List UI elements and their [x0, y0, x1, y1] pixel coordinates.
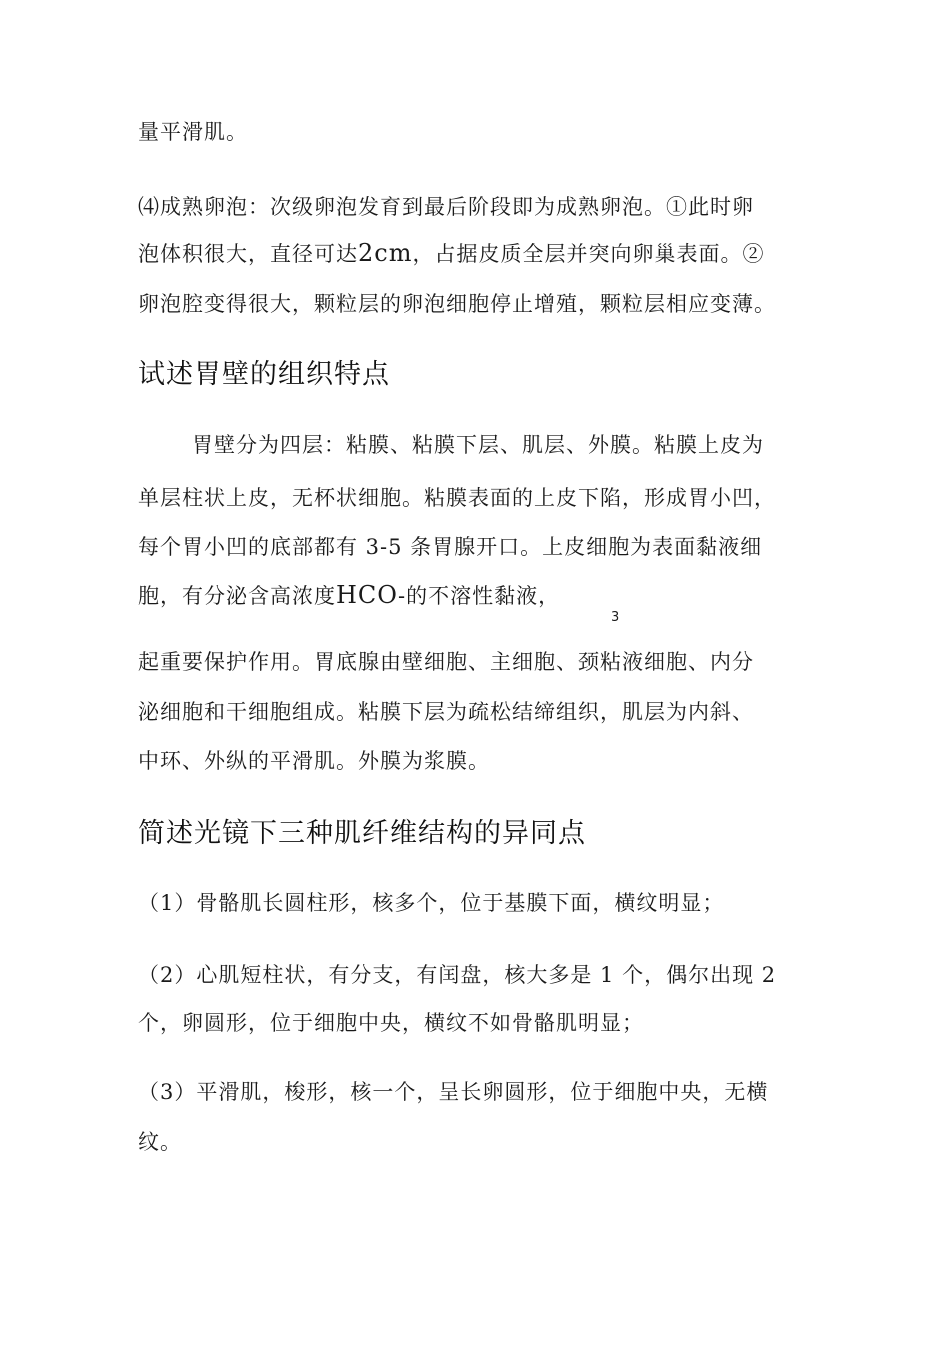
paragraph-line: 每个胃小凹的底部都有 3-5 条胃腺开口。上皮细胞为表面黏液细 [138, 535, 763, 559]
paragraph-line: 单层柱状上皮，无杯状细胞。粘膜表面的上皮下陷，形成胃小凹， [138, 486, 776, 510]
text-span: ，占据皮质全层并突向卵巢表面。② [412, 242, 765, 266]
paragraph-line [138, 580, 560, 611]
paragraph-line: 胃壁分为四层：粘膜、粘膜下层、肌层、外膜。粘膜上皮为 [192, 433, 764, 457]
section-heading: 试述胃壁的组织特点 [138, 359, 390, 390]
paragraph-line [138, 238, 764, 269]
paragraph-line: 卵泡腔变得很大，颗粒层的卵泡细胞停止增殖，颗粒层相应变薄。 [138, 292, 776, 316]
text-span: 胞，有分泌含高浓度 [138, 584, 336, 608]
list-item: （3）平滑肌，梭形，核一个，呈长卵圆形，位于细胞中央，无横 [138, 1080, 769, 1104]
section-heading: 简述光镜下三种肌纤维结构的异同点 [138, 818, 586, 849]
chemical-formula: HCO [336, 581, 398, 609]
paragraph-line: 量平滑肌。 [138, 120, 248, 144]
size-value: 2cm [358, 239, 413, 267]
list-item: （2）心肌短柱状，有分支，有闰盘，核大多是 1 个，偶尔出现 2 [138, 963, 777, 987]
text-span: 泡体积很大，直径可达 [138, 242, 358, 266]
text-span: -的不溶性黏液， [397, 584, 561, 608]
paragraph-line: ⑷成熟卵泡：次级卵泡发育到最后阶段即为成熟卵泡。①此时卵 [138, 195, 754, 219]
formula-subscript: 3 [611, 610, 620, 625]
paragraph-line: 中环、外纵的平滑肌。外膜为浆膜。 [138, 749, 490, 773]
list-item-continuation: 个，卵圆形，位于细胞中央，横纹不如骨骼肌明显； [138, 1011, 644, 1035]
list-item-continuation: 纹。 [138, 1130, 182, 1154]
paragraph-line: 泌细胞和干细胞组成。粘膜下层为疏松结缔组织，肌层为内斜、 [138, 700, 754, 724]
paragraph-line: 起重要保护作用。胃底腺由壁细胞、主细胞、颈粘液细胞、内分 [138, 650, 754, 674]
list-item: （1）骨骼肌长圆柱形，核多个，位于基膜下面，横纹明显； [138, 891, 725, 915]
